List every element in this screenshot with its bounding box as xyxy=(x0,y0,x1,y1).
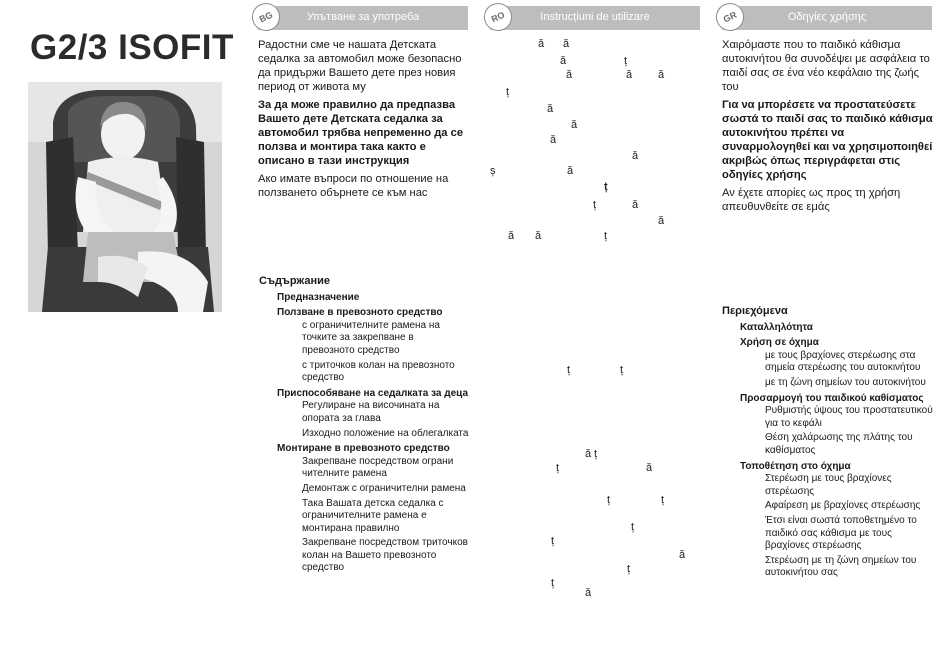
ro-diacritic: ț xyxy=(624,55,628,67)
gr-toc-item[interactable]: Έτσι είναι σωστά τοποθετημένο το παιδικό σας κάθισμα με τους βραχίονες στερέωσης xyxy=(765,514,917,552)
ro-diacritic: ă xyxy=(550,134,557,146)
ro-badge: RO xyxy=(479,0,516,36)
bg-intro-block xyxy=(258,38,470,204)
ro-diacritic: ț xyxy=(627,563,631,575)
ro-diacritic: ă xyxy=(658,69,665,81)
bg-toc-title: Съдържание xyxy=(259,275,330,287)
ro-diacritic: ț xyxy=(631,521,635,533)
ro-diacritic: ț xyxy=(551,535,555,547)
ro-header xyxy=(490,6,700,30)
ro-diacritic: ț xyxy=(607,494,611,506)
bg-toc-item[interactable]: Така Вашата детска седалка с ограничителните рамена е монтирана правилно xyxy=(302,497,444,534)
ro-diacritic: ț xyxy=(594,448,598,460)
gr-toc-item[interactable]: με τη ζώνη σημείων του αυτοκινήτου xyxy=(765,376,926,388)
ro-diacritic: ț xyxy=(604,181,608,193)
bg-badge: BG xyxy=(247,0,284,36)
bg-toc-section[interactable]: Монтиране в превозното средство xyxy=(277,443,450,455)
ro-diacritic: ț xyxy=(551,577,555,589)
bg-toc-section[interactable]: Предназначение xyxy=(277,291,360,303)
bg-toc-item[interactable]: Регулиране на височината на опората за глава xyxy=(302,400,440,424)
ro-diacritic: ă xyxy=(585,587,592,599)
gr-toc-item[interactable]: Στερέωση με τη ζώνη σημείων του αυτοκινήτου σας xyxy=(765,554,917,579)
bg-header-text: Упътване за употреба xyxy=(306,11,420,23)
ro-diacritic: ă xyxy=(508,230,515,242)
ro-diacritic: ă xyxy=(563,38,570,50)
gr-toc-item[interactable]: Αφαίρεση με βραχίονες στερέωσης xyxy=(765,500,921,512)
gr-intro-block xyxy=(722,38,934,218)
ro-diacritic: ă xyxy=(547,103,554,115)
ro-diacritic: ș xyxy=(490,165,496,177)
ro-diacritic: ă xyxy=(632,199,639,211)
ro-diacritic: ă xyxy=(566,69,573,81)
gr-toc-title: Περιεχόμενα xyxy=(722,305,788,317)
gr-toc-item[interactable]: με τους βραχίονες στερέωσης στα σημεία στερέωσης του αυτοκινήτου xyxy=(765,349,921,374)
ro-diacritic: ă xyxy=(646,462,653,474)
gr-instructions-note: Για να μπορέσετε να προστατεύσετε σωστά το παιδί σας το παιδικό κάθισμα αυτοκινήτου πρέπει να συναρμολογηθεί και να χρησιμοποιηθεί ακριβώς όπως περιγράφεται στις οδηγίες χρήσης xyxy=(722,99,933,181)
bg-instructions-note: За да може правилно да предпазва Вашето дете Детската седалка за автомобил трябва непременно да се ползва и монтира така както е описано в тази инструкция xyxy=(258,99,464,167)
ro-diacritic: ă xyxy=(679,549,686,561)
bg-toc-item[interactable]: с триточков колан на превозното средство xyxy=(302,359,455,384)
ro-diacritic: ă xyxy=(535,230,542,242)
gr-header-text: Οδηγίες χρήσης xyxy=(787,11,867,23)
bg-toc-section[interactable]: Приспособяване на седалката за деца xyxy=(277,387,469,399)
ro-diacritic: ă xyxy=(571,119,578,131)
ro-diacritic: ă xyxy=(626,69,633,81)
gr-contact: Αν έχετε απορίες ως προς τη χρήση απευθυνθείτε σε εμάς xyxy=(722,187,901,213)
ro-diacritic: ț xyxy=(661,494,665,506)
child-seat-illustration xyxy=(28,82,222,312)
gr-badge: GR xyxy=(711,0,748,36)
gr-toc-section[interactable]: Προσαρμογή του παιδικού καθίσματος xyxy=(740,392,924,404)
gr-toc-item[interactable]: Ρυθμιστής ύψους του προστατευτικού για το κεφάλι xyxy=(765,405,933,429)
bg-toc-item[interactable]: Демонтаж с ограничителни рамена xyxy=(302,482,466,494)
gr-toc-section[interactable]: Χρήση σε όχημα xyxy=(740,337,819,349)
bg-contact: Ако имате въпроси по отношение на ползването обърнете се към нас xyxy=(258,173,449,199)
bg-toc-section[interactable]: Ползване в превозното средство xyxy=(277,307,443,319)
gr-toc-item[interactable]: Θέση χαλάρωσης της πλάτης του καθίσματος xyxy=(765,432,913,456)
ro-diacritic: ă xyxy=(632,150,639,162)
gr-toc-section[interactable]: Τοποθέτηση στο όχημα xyxy=(740,460,851,472)
ro-diacritic: ă xyxy=(585,448,592,460)
ro-diacritic: ț xyxy=(506,86,510,98)
gr-toc-section[interactable]: Καταλληλότητα xyxy=(740,321,813,333)
ro-diacritic: ț xyxy=(620,364,624,376)
ro-diacritic: ă xyxy=(658,215,665,227)
bg-toc-item[interactable]: Закрепване посредством триточков колан на Вашето превозното средство xyxy=(302,537,468,574)
ro-diacritic: ț xyxy=(604,230,608,242)
ro-diacritic: ț xyxy=(556,462,560,474)
ro-diacritic: ă xyxy=(567,165,574,177)
ro-diacritic: ț xyxy=(593,199,597,211)
child-seat-photo xyxy=(28,82,222,312)
ro-diacritic: ă xyxy=(538,38,545,50)
gr-intro: Χαιρόμαστε που το παιδικό κάθισμα αυτοκινήτου θα συνοδέψει με ασφάλεια το παιδί σας σε ένα νέο κεφάλαιο της ζωής του xyxy=(722,39,930,93)
bg-intro: Радостни сме че нашата Детската седалка за автомобил може безопасно да придържи Вашето дете през новия период от живота му xyxy=(258,39,462,93)
bg-toc-item[interactable]: с ограничителните рамена на точките за закрепване в превозното средство xyxy=(302,319,440,356)
ro-diacritic: ț xyxy=(567,364,571,376)
gr-toc-item[interactable]: Στερέωση με τους βραχίονες στερέωσης xyxy=(765,473,892,497)
ro-header-text: Instrucțiuni de utilizare xyxy=(540,11,650,23)
gr-table-of-contents xyxy=(722,305,934,582)
gr-header xyxy=(722,6,932,30)
bg-table-of-contents xyxy=(259,275,469,577)
bg-toc-item[interactable]: Закрепване посредством ограни чителните рамена xyxy=(302,455,454,480)
bg-toc-item[interactable]: Изходно положение на облегалката xyxy=(302,427,469,439)
product-title: G2/3 ISOFIT xyxy=(30,28,234,67)
ro-diacritic: ă xyxy=(560,55,567,67)
bg-header xyxy=(258,6,468,30)
